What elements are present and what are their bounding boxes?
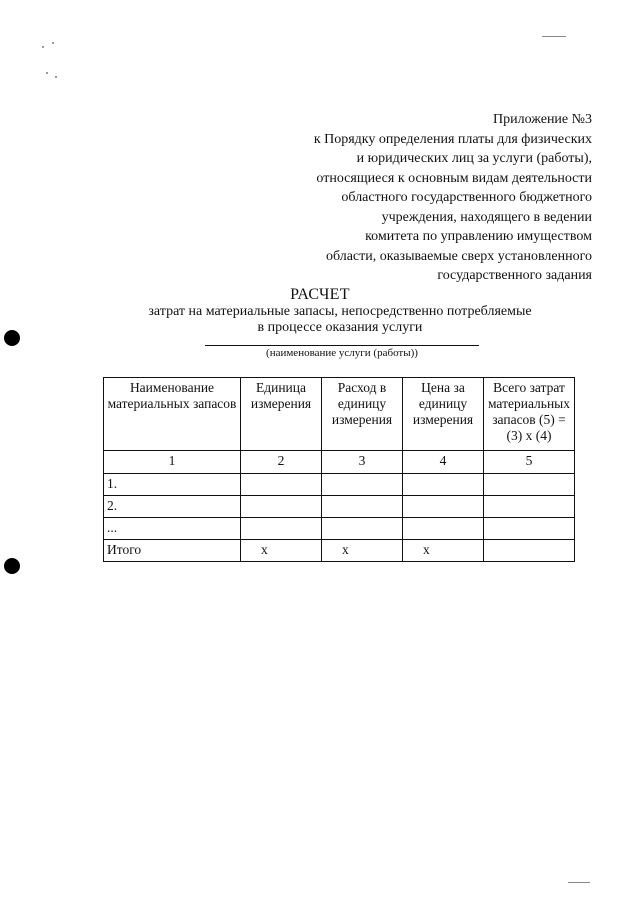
table-cell: [241, 496, 322, 518]
table-row: [104, 518, 575, 540]
appendix-line: государственного задания: [437, 268, 592, 283]
document-subtitle-line2: в процессе оказания услуги: [257, 320, 423, 335]
column-number: 1: [104, 451, 241, 474]
scan-mark: [542, 36, 566, 37]
table-total-row: [104, 540, 575, 562]
table-header-row: [104, 378, 575, 451]
scan-speck: [55, 76, 57, 78]
header-material-name: Наименование материальных запасов: [104, 378, 241, 451]
table-cell: [322, 496, 403, 518]
scan-speck: [42, 46, 44, 48]
punch-hole-lower: [4, 558, 20, 574]
table-cell: [403, 496, 484, 518]
scan-speck: [52, 42, 54, 44]
appendix-line: относящиеся к основным видам деятельности: [316, 170, 592, 186]
column-number-row: [104, 451, 575, 474]
appendix-title: Приложение №3: [493, 112, 592, 127]
header-unit: Единица измерения: [241, 378, 322, 451]
column-number: 3: [322, 451, 403, 474]
header-price: Цена за единицу измерения: [403, 378, 484, 451]
table-row: [104, 474, 575, 496]
scan-mark: [568, 882, 590, 883]
appendix-line: областного государственного бюджетного: [341, 190, 592, 205]
service-name-caption: (наименование услуги (работы)): [266, 347, 418, 359]
table-cell: [241, 474, 322, 496]
total-label: Итого: [104, 540, 241, 562]
service-name-line: [205, 345, 479, 346]
table-cell: [403, 518, 484, 540]
calculation-table: [103, 377, 575, 562]
table-row: [104, 496, 575, 518]
table-cell: [403, 474, 484, 496]
table-cell: [322, 474, 403, 496]
appendix-line: комитета по управлению имуществом: [365, 229, 592, 244]
appendix-block: [262, 110, 592, 286]
header-total: Всего затрат материальных запасов (5) = (3) х (4): [484, 378, 575, 451]
column-number: 5: [484, 451, 575, 474]
column-number: 2: [241, 451, 322, 474]
document-subtitle-line1: затрат на материальные запасы, непосредственно потребляемые: [148, 304, 532, 319]
table-cell: [241, 518, 322, 540]
appendix-line: к Порядку определения платы для физических: [313, 131, 592, 147]
table-cell: ...: [104, 518, 241, 540]
table-cell: [322, 518, 403, 540]
total-cell: х: [322, 540, 403, 562]
table-cell: 1.: [104, 474, 241, 496]
punch-hole-upper: [4, 330, 20, 346]
column-number: 4: [403, 451, 484, 474]
total-cell: х: [403, 540, 484, 562]
total-cell: [484, 540, 575, 562]
table-cell: 2.: [104, 496, 241, 518]
appendix-line: и юридических лиц за услуги (работы),: [356, 151, 592, 166]
header-consumption: Расход в единицу измерения: [322, 378, 403, 451]
appendix-line: области, оказываемые сверх установленного: [325, 248, 592, 264]
table-cell: [484, 474, 575, 496]
table-cell: [484, 518, 575, 540]
total-cell: х: [241, 540, 322, 562]
scan-speck: [46, 72, 48, 74]
table-cell: [484, 496, 575, 518]
document-title: РАСЧЕТ: [290, 286, 350, 303]
appendix-line: учреждения, находящего в ведении: [381, 209, 592, 225]
